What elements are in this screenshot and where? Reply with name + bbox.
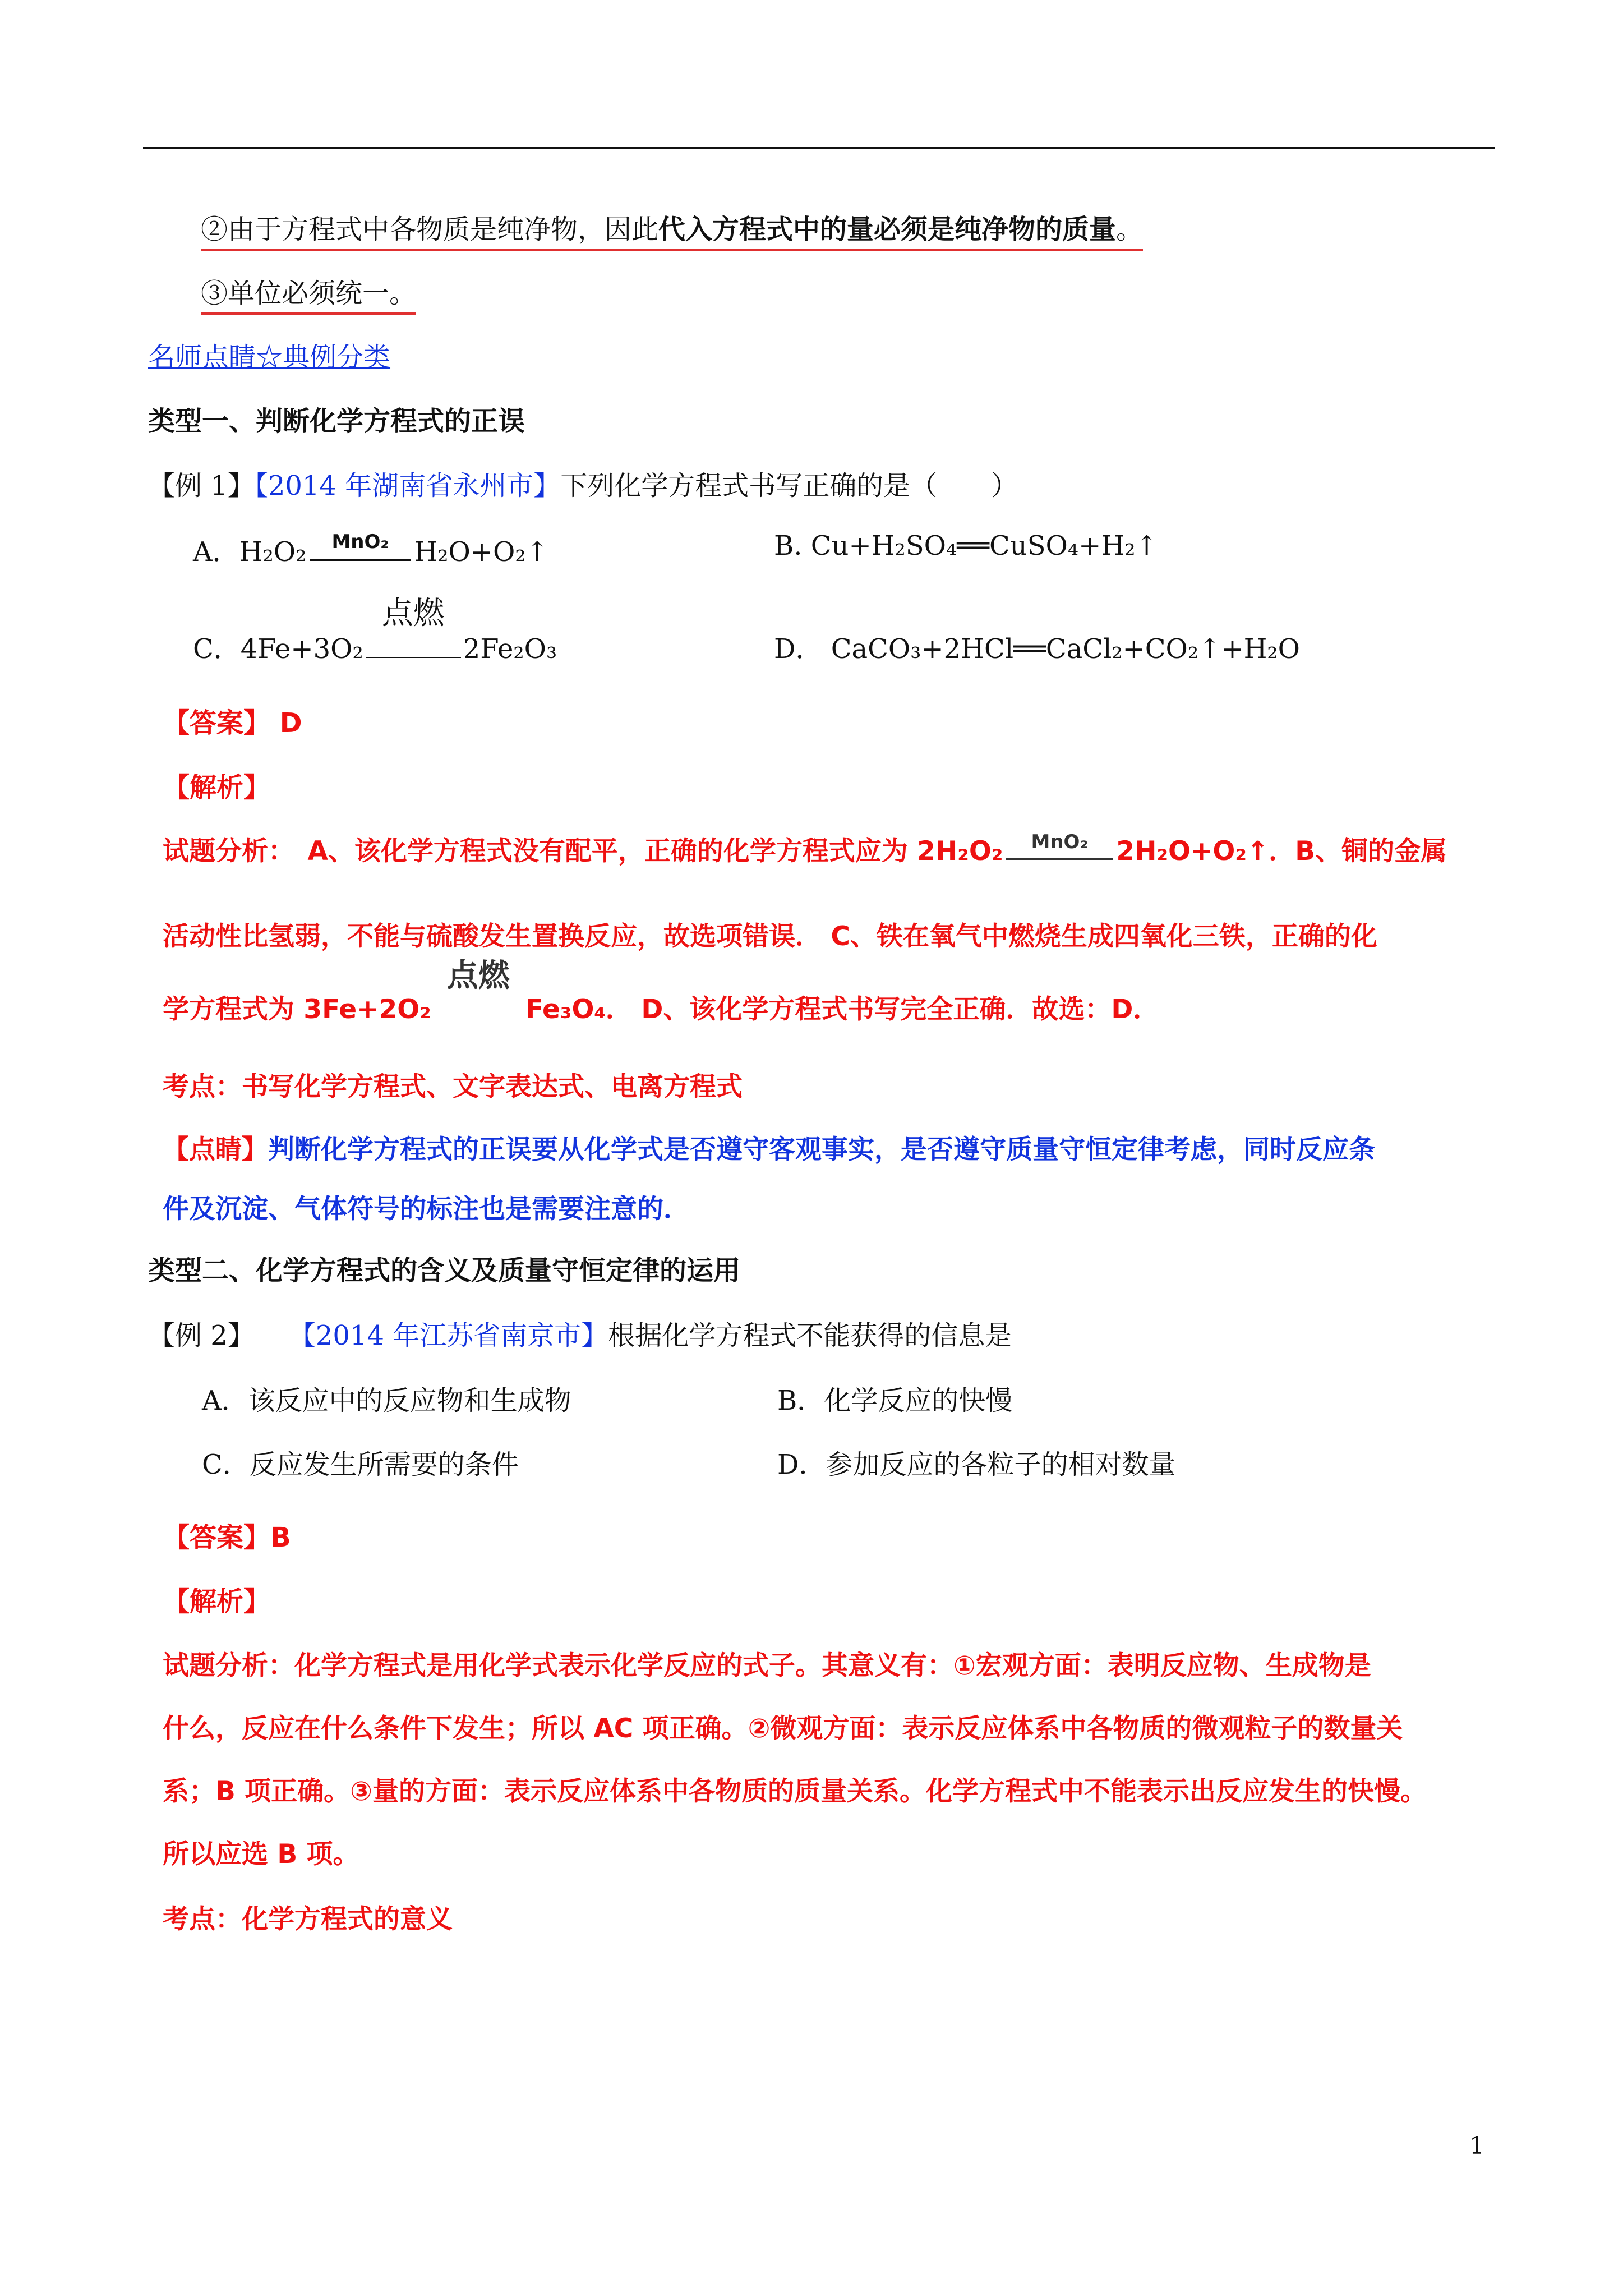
analysis-2-line-4: 所以应选 B 项。 <box>163 1839 359 1870</box>
option-1b-label: B. <box>774 530 803 562</box>
kaodian-1: 考点：书写化学方程式、文字表达式、电离方程式 <box>163 1071 743 1102</box>
analysis-1-condition-2 <box>434 958 523 1018</box>
analysis-2-line-1: 试题分析：化学方程式是用化学式表示化学反应的式子。其意义有：①宏观方面：表明反应物、生成物是 <box>163 1650 1371 1681</box>
option-1d-label: D． <box>774 633 823 665</box>
type1-heading: 类型一、判断化学方程式的正误 <box>148 406 525 437</box>
option-1a <box>193 530 548 569</box>
analysis-1-l3a: 学方程式为 3Fe+2O₂ <box>163 994 431 1025</box>
option-1b <box>774 530 1158 562</box>
option-2c: C．反应发生所需要的条件 <box>202 1449 519 1480</box>
answer-2-tag: 【答案】 <box>163 1522 271 1553</box>
header-rule <box>143 147 1495 149</box>
example-1-question: 下列化学方程式书写正确的是（ ） <box>560 470 1018 501</box>
answer-1-tag: 【答案】 <box>163 707 271 739</box>
analysis-1-line-1 <box>163 830 1447 868</box>
example-2-source: 【2014 年江苏省南京市】 <box>288 1320 608 1351</box>
option-1a-condition <box>310 531 411 561</box>
option-1d-equation: CaCO₃+2HCl══CaCl₂+CO₂↑+H₂O <box>831 633 1301 665</box>
option-2d: D．参加反应的各粒子的相对数量 <box>777 1449 1176 1480</box>
analysis-1-cond-2-text: 点燃 <box>446 958 510 994</box>
option-1a-cond-text: MnO₂ <box>331 531 389 553</box>
analysis-1-tag: 【解析】 <box>163 772 271 803</box>
analysis-1-line-3 <box>163 958 1160 1026</box>
dianjing-l1: 判断化学方程式的正误要从化学式是否遵守客观事实，是否遵守质量守恒定律考虑，同时反应条 <box>268 1134 1375 1165</box>
option-2a: A．该反应中的反应物和生成物 <box>202 1385 571 1416</box>
option-1c-rhs: 2Fe₂O₃ <box>463 633 557 665</box>
analysis-1-condition-1 <box>1006 831 1113 860</box>
option-1b-equation: Cu+H₂SO₄══CuSO₄+H₂↑ <box>810 530 1158 562</box>
answer-2 <box>163 1516 291 1554</box>
dianjing-line-1 <box>163 1129 1375 1166</box>
example-1-source: 【2014 年湖南省永州市】 <box>254 470 561 501</box>
analysis-1-cond-1-text: MnO₂ <box>1031 831 1089 853</box>
example-2-question: 根据化学方程式不能获得的信息是 <box>608 1320 1012 1351</box>
option-1a-lhs: H₂O₂ <box>239 536 307 568</box>
option-1c-label: C． <box>193 633 241 665</box>
kaodian-2: 考点：化学方程式的意义 <box>163 1904 453 1935</box>
dianjing-line-2: 件及沉淀、气体符号的标注也是需要注意的． <box>163 1194 690 1225</box>
page-number: 1 <box>1469 2132 1484 2159</box>
option-1a-label: A． <box>193 536 239 568</box>
example-2-tag: 【例 2】 <box>148 1320 255 1351</box>
option-1c <box>193 595 557 666</box>
analysis-1-l1a: 试题分析： A、该化学方程式没有配平，正确的化学方程式应为 2H₂O₂ <box>163 836 1003 867</box>
example-1-stem <box>148 464 1018 503</box>
intro-line-3-text: ③单位必须统一。 <box>201 278 416 315</box>
intro-line-2 <box>201 208 1143 246</box>
analysis-1-l1b: 2H₂O+O₂↑．B、铜的金属 <box>1116 836 1447 867</box>
option-1c-lhs: 4Fe+3O₂ <box>240 633 363 665</box>
option-2b: B．化学反应的快慢 <box>777 1385 1013 1416</box>
option-1a-rhs: H₂O+O₂↑ <box>414 536 548 568</box>
intro-line-3 <box>201 272 416 310</box>
analysis-2-line-2: 什么，反应在什么条件下发生；所以 AC 项正确。②微观方面：表示反应体系中各物质的微观粒子的数量关 <box>163 1713 1403 1744</box>
option-1c-cond-text: 点燃 <box>381 595 445 632</box>
analysis-1-line-2: 活动性比氢弱，不能与硫酸发生置换反应，故选项错误． C、铁在氧气中燃烧生成四氧化三铁，正确的化 <box>163 921 1377 952</box>
answer-2-value: B <box>270 1522 291 1553</box>
example-2-stem <box>148 1314 1012 1352</box>
dianjing-tag: 【点睛】 <box>163 1134 268 1165</box>
type2-heading: 类型二、化学方程式的含义及质量守恒定律的运用 <box>148 1255 741 1286</box>
option-1d <box>774 627 1300 666</box>
analysis-1-l3b: Fe₃O₄． D、该化学方程式书写完全正确．故选：D． <box>525 994 1160 1025</box>
analysis-2-tag: 【解析】 <box>163 1586 271 1617</box>
intro-line-2-end: 。 <box>1116 214 1144 245</box>
answer-1-value: D <box>279 707 302 739</box>
answer-1 <box>163 701 302 740</box>
section-link[interactable]: 名师点睛☆典例分类 <box>148 342 391 373</box>
analysis-2-line-3: 系；B 项正确。③量的方面：表示反应体系中各物质的质量关系。化学方程式中不能表示出反应发生的快慢。 <box>163 1776 1427 1807</box>
option-1c-condition <box>366 595 461 658</box>
intro-line-2-text: ②由于方程式中各物质是纯净物，因此 <box>201 214 659 245</box>
example-1-tag: 【例 1】 <box>148 470 255 501</box>
intro-line-2-bold: 代入方程式中的量必须是纯净物的质量 <box>658 214 1117 245</box>
